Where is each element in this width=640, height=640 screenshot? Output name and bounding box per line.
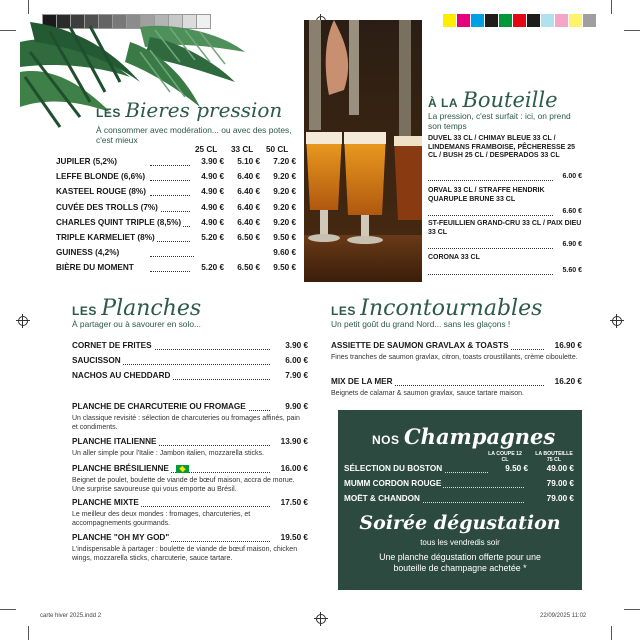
planche-board-desc: Le meilleur des deux mondes : fromages, charcuteries, et accompagnements gourmands.	[72, 511, 251, 527]
leader-dots	[428, 215, 553, 216]
planche-board-desc: Beignet de poulet, boulette de viande de bœuf maison, accra de morue. Une surprise savoureuse qui vous emporte au Brésil.	[72, 477, 295, 493]
pression-item-name: KASTEEL ROUGE (8%)	[56, 187, 146, 197]
price-33cl: 6.40 €	[237, 187, 260, 197]
registration-mark-icon	[316, 614, 326, 624]
champagne-item-name: MUMM CORDON ROUGE	[344, 479, 442, 488]
price-50cl: 9.60 €	[273, 248, 296, 258]
planche-board-price: 17.50 €	[270, 498, 308, 507]
crop-mark	[611, 626, 612, 640]
price-25cl: 4.90 €	[190, 187, 224, 196]
pression-item-name: GUINESS (4,2%)	[56, 248, 120, 258]
col-header-33cl: 33 CL	[231, 145, 254, 154]
price-25cl: 4.90 €	[190, 218, 224, 227]
planche-simple-price: 7.90 €	[270, 371, 308, 380]
pression-title: Bieres pression	[125, 98, 283, 122]
price-25cl: 5.20 €	[190, 263, 224, 272]
incont-item-price: 16.90 €	[544, 341, 582, 350]
color-swatch	[583, 14, 596, 27]
incont-item-name: ASSIETTE DE SAUMON GRAVLAX & TOASTS	[331, 341, 509, 350]
bouteille-prefix: À LA	[428, 96, 458, 110]
crop-mark	[611, 0, 612, 14]
bouteille-item-name: ST-FEUILLIEN GRAND-CRU 33 CL / PAIX DIEU 33 CL	[428, 220, 582, 236]
bouteille-item-name: DUVEL 33 CL / CHIMAY BLEUE 33 CL / LINDEMANS FRAMBOISE, PÊCHERESSE 25 CL / BUSH 25 CL / DESPERADOS 33 CL	[428, 135, 576, 159]
planche-board-name: PLANCHE MIXTE	[72, 498, 139, 507]
footer-file: carte hiver 2025.indd 2	[40, 613, 102, 619]
incontournables-title: Incontournables	[360, 296, 543, 321]
bouteille-item-price: 6.90 €	[562, 241, 582, 248]
price-50cl: 9.20 €	[273, 202, 296, 212]
crop-mark	[28, 0, 29, 14]
planche-board-name: PLANCHE DE CHARCUTERIE OU FROMAGE	[72, 402, 246, 411]
planche-board-desc: Un aller simple pour l'Italie : Jambon italien, mozzarella sticks.	[72, 450, 264, 457]
bouteille-item-name: ORVAL 33 CL / STRAFFE HENDRIK QUARUPLE BRUNE 33 CL	[428, 187, 545, 203]
col-header-coupe: LA COUPE 12 CL	[488, 451, 522, 463]
beer-taps-photo	[304, 20, 422, 282]
planche-board-price: 13.90 €	[270, 437, 308, 446]
price-33cl: 6.50 €	[237, 263, 260, 273]
leader-dots	[150, 180, 194, 181]
color-swatch	[541, 14, 554, 27]
planche-simple-name: NACHOS AU CHEDDARD	[72, 371, 171, 380]
pression-item-name: CHARLES QUINT TRIPLE (8,5%)	[56, 217, 182, 227]
pression-item-name: JUPILER (5,2%)	[56, 157, 117, 166]
price-33cl: 6.50 €	[237, 233, 260, 242]
price-50cl: 9.20 €	[273, 172, 296, 182]
planche-board-name: PLANCHE "OH MY GOD"	[72, 533, 170, 542]
color-swatch	[527, 14, 540, 27]
planche-board-price: 9.90 €	[270, 402, 308, 411]
bouteille-item-price: 5.60 €	[562, 266, 582, 274]
pression-item-name: LEFFE BLONDE (6,6%)	[56, 172, 146, 182]
leader-dots	[428, 248, 553, 249]
price-33cl: 6.40 €	[237, 202, 260, 212]
champagnes-box	[338, 410, 582, 590]
planche-simple-price: 3.90 €	[270, 341, 308, 350]
planches-title: Planches	[101, 296, 202, 321]
planche-simple-price: 6.00 €	[270, 356, 308, 365]
color-swatch	[513, 14, 526, 27]
pression-item-name: CUVÉE DES TROLLS (7%)	[56, 202, 158, 212]
planche-simple-name: CORNET DE FRITES	[72, 341, 152, 350]
planche-board-price: 16.00 €	[270, 464, 308, 473]
champagne-item-name: SÉLECTION DU BOSTON	[344, 464, 443, 473]
champagne-bouteille-price: 79.00 €	[546, 494, 574, 503]
footer-date: 22/09/2025 11:02	[540, 613, 587, 619]
incont-item-desc: Beignets de calamar & saumon gravlax, sauce tartare maison.	[331, 390, 524, 397]
planche-simple-name: SAUCISSON	[72, 356, 121, 365]
color-swatch	[555, 14, 568, 27]
color-swatch	[499, 14, 512, 27]
col-header-bouteille: LA BOUTEILLE 75 CL	[535, 451, 573, 463]
pression-item-name: TRIPLE KARMELIET (8%)	[56, 233, 155, 242]
planche-board-desc: Un classique revisité : sélection de charcuteries ou fromages affinés, pain et condiments.	[72, 415, 300, 431]
event-subtitle: tous les vendredis soir	[420, 538, 500, 547]
pression-prefix: LES	[96, 106, 121, 120]
price-50cl: 9.20 €	[273, 187, 296, 197]
planche-board-desc: L'indispensable à partager : boulette de viande de bœuf maison, chicken wings, mozzarella sticks, charcuterie, sauce tartare.	[72, 546, 298, 562]
color-swatch	[485, 14, 498, 27]
registration-mark-icon	[612, 316, 622, 326]
price-50cl: 9.50 €	[273, 233, 296, 242]
planches-prefix: LES	[72, 304, 97, 318]
leader-dots	[428, 180, 553, 181]
color-swatch	[443, 14, 456, 27]
price-50cl: 9.50 €	[273, 263, 296, 273]
incont-item-desc: Fines tranches de saumon gravlax, citron, toasts croustillants, crème ciboulette.	[331, 354, 578, 361]
price-25cl: 5.20 €	[190, 233, 224, 242]
planche-board-name: PLANCHE BRÉSILIENNE	[72, 464, 169, 473]
crop-mark	[28, 626, 29, 640]
champagne-item-name: MOËT & CHANDON	[344, 494, 420, 503]
price-33cl: 6.40 €	[237, 217, 260, 227]
leader-dots	[150, 195, 194, 196]
price-33cl: 5.10 €	[237, 157, 260, 166]
champagnes-title: Champagnes	[403, 424, 556, 449]
champagne-bouteille-price: 49.00 €	[546, 464, 574, 473]
planche-board-price: 19.50 €	[270, 533, 308, 542]
crop-mark	[624, 609, 640, 610]
leader-dots	[150, 165, 194, 166]
crop-mark	[0, 30, 16, 31]
bouteille-item-price: 6.00 €	[562, 173, 582, 180]
col-header-25cl: 25 CL	[195, 145, 218, 154]
incontournables-subtitle: Un petit goût du grand Nord... sans les glaçons !	[331, 319, 511, 329]
incont-item-price: 16.20 €	[544, 377, 582, 386]
champagnes-prefix: NOS	[372, 433, 400, 447]
price-25cl: 3.90 €	[190, 157, 224, 166]
price-33cl: 6.40 €	[237, 172, 260, 182]
pression-item-name: BIÈRE DU MOMENT	[56, 263, 134, 273]
color-swatch	[457, 14, 470, 27]
col-header-50cl: 50 CL	[266, 145, 289, 154]
planche-board-name: PLANCHE ITALIENNE	[72, 437, 157, 446]
champagne-bouteille-price: 79.00 €	[546, 479, 574, 488]
event-text: Une planche dégustation offerte pour une bouteille de champagne achetée *	[379, 552, 541, 573]
bouteille-title: Bouteille	[462, 88, 558, 112]
price-50cl: 7.20 €	[273, 157, 296, 166]
planches-subtitle: À partager ou à savourer en solo...	[72, 319, 201, 329]
price-50cl: 9.20 €	[273, 217, 296, 227]
registration-mark-icon	[18, 316, 28, 326]
leader-dots	[150, 256, 194, 257]
color-swatch	[569, 14, 582, 27]
bouteille-item-price: 6.60 €	[562, 208, 582, 215]
event-title: Soirée dégustation	[359, 512, 561, 534]
crop-mark	[624, 30, 640, 31]
incontournables-prefix: LES	[331, 304, 356, 318]
leader-dots	[428, 274, 553, 275]
crop-mark	[0, 609, 16, 610]
color-swatch	[471, 14, 484, 27]
bouteille-item-name: CORONA 33 CL	[428, 254, 480, 261]
price-25cl: 4.90 €	[190, 203, 224, 212]
leader-dots	[150, 271, 194, 272]
bouteille-subtitle: La pression, c'est surfait : ici, on prend son temps	[428, 111, 571, 131]
price-25cl: 4.90 €	[190, 172, 224, 181]
pression-subtitle: À consommer avec modération... ou avec des potes, c'est mieux	[96, 125, 292, 145]
champagne-coupe-price: 9.50 €	[488, 464, 528, 473]
incont-item-name: MIX DE LA MER	[331, 377, 393, 386]
